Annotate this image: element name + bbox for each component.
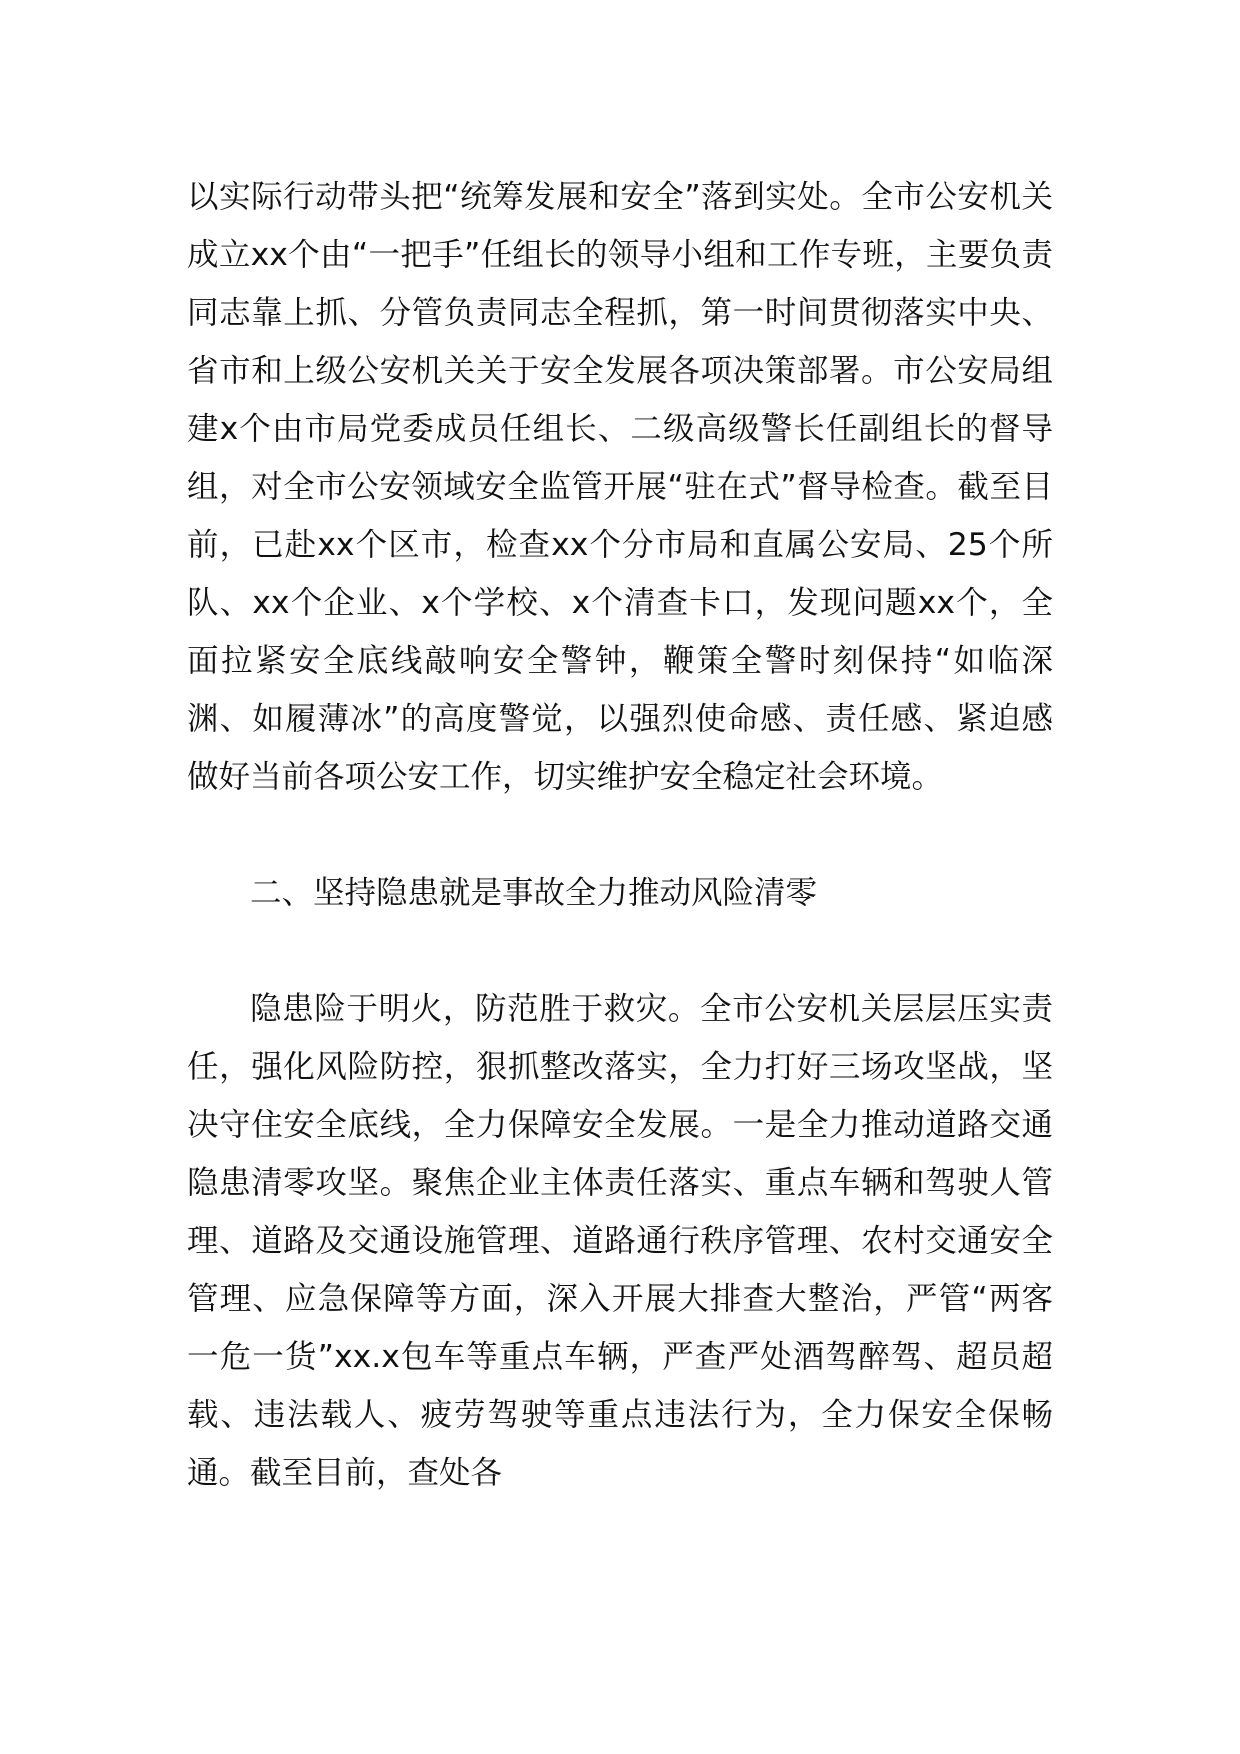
body-paragraph-1: 以实际行动带头把“统筹发展和安全”落到实处。全市公安机关成立xx个由“一把手”任组长的领导小组和工作专班，主要负责同志靠上抓、分管负责同志全程抓，第一时间贯彻落实中央、省市和上级公安机关关于安全发展各项决策部署。市公安局组建x个由市局党委成员任组长、二级高级警长任副组长的督导组，对全市公安领域安全监管开展“驻在式”督导检查。截至目前，已赴xx个区市，检查xx个分市局和直属公安局、25个所队、xx个企业、x个学校、x个清查卡口，发现问题xx个，全面拉紧安全底线敲响安全警钟，鞭策全警时刻保持“如临深渊、如履薄冰”的高度警觉，以强烈使命感、责任感、紧迫感做好当前各项公安工作，切实维护安全稳定社会环境。	[187, 179, 1053, 795]
body-paragraph-2: 隐患险于明火，防范胜于救灾。全市公安机关层层压实责任，强化风险防控，狠抓整改落实，全力打好三场攻坚战，坚决守住安全底线，全力保障安全发展。一是全力推动道路交通隐患清零攻坚。聚焦企业主体责任落实、重点车辆和驾驶人管理、道路及交通设施管理、道路通行秩序管理、农村交通安全管理、应急保障等方面，深入开展大排查大整治，严管“两客一危一货”xx.x包车等重点车辆，严查严处酒驾醉驾、超员超载、违法载人、疲劳驾驶等重点违法行为，全力保安全保畅通。截至目前，查处各	[187, 991, 1053, 1491]
document-body	[187, 168, 1053, 1502]
section-heading: 二、坚持隐患就是事故全力推动风险清零	[250, 875, 818, 911]
